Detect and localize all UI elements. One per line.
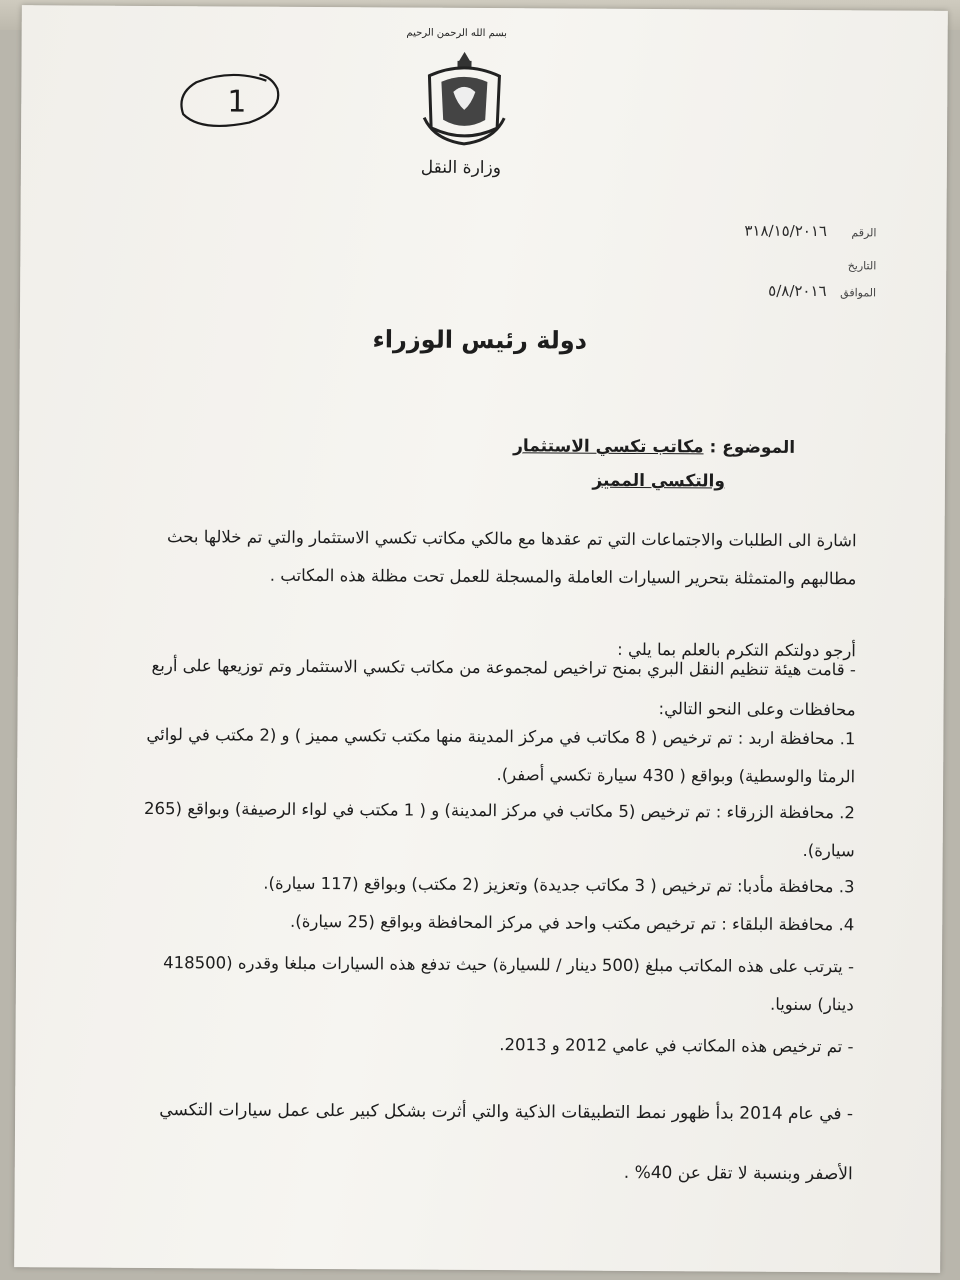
reference-corresponding-label: الموافق — [840, 286, 877, 300]
reference-corresponding-value: ٥/٨/٢٠١٦ — [768, 281, 827, 301]
subject-line-2: والتكسي المميز — [592, 470, 726, 492]
subject-label: الموضوع : — [709, 437, 796, 458]
bullet-smart-apps: - في عام 2014 بدأ ظهور نمط التطبيقات الذكية والتي أثرت بشكل كبير على عمل سيارات التكسي الأصفر وبنسبة لا تقل عن 40% . — [159, 1100, 854, 1185]
subject-line-1: مكاتب تكسي الاستثمار — [513, 436, 704, 458]
reference-number-label: الرقم — [851, 226, 877, 240]
letter-page — [14, 5, 948, 1273]
bullet-fees: - يترتب على هذه المكاتب مبلغ (500 دينار / للسيارة) حيث تدفع هذه السيارات مبلغا وقدره (418500 دينار) سنويا. — [163, 953, 855, 1015]
bullet-licensing-text: قامت هيئة تنظيم النقل البري بمنح تراخيص لمجموعة من مكاتب تكسي الاستثمار وتم توزيعها على أربع محافظات وعلى النحو التالي: — [151, 655, 856, 720]
governorate-item-3: 3. محافظة مأدبا: تم ترخيص ( 3 مكاتب جديدة) وتعزيز (2 مكتب) وبواقع (117 سيارة). — [263, 873, 855, 897]
ministry-name: وزارة النقل — [420, 157, 502, 179]
bullet-licensing: - قامت هيئة تنظيم النقل البري بمنح تراخيص لمجموعة من مكاتب تكسي الاستثمار وتم توزيعها على أربع محافظات وعلى النحو التالي: — [151, 655, 856, 720]
jordan-emblem-icon — [419, 48, 510, 149]
bullet-smart-apps-text: في عام 2014 بدأ ظهور نمط التطبيقات الذكية والتي أثرت بشكل كبير على عمل سيارات التكسي الأصفر وبنسبة لا تقل عن 40% . — [159, 1100, 853, 1185]
reference-number-row — [616, 221, 876, 241]
governorate-item-4: 4. محافظة البلقاء : تم ترخيص مكتب واحد في مركز المحافظة وبواقع (25 سيارة). — [289, 911, 855, 935]
bullet-years-text: تم ترخيص هذه المكاتب في عامي 2012 و 2013. — [499, 1035, 843, 1057]
addressee-heading: دولة رئيس الوزراء — [372, 325, 588, 355]
circled-number: 1 — [227, 84, 247, 120]
bullet-fees-text: يترتب على هذه المكاتب مبلغ (500 دينار / للسيارة) حيث تدفع هذه السيارات مبلغا وقدره (418500 دينار) سنويا. — [163, 953, 854, 1015]
reference-number-value: ٣١٨/١٥/٢٠١٦ — [744, 221, 828, 241]
bullet-years: - تم ترخيص هذه المكاتب في عامي 2012 و 2013. — [499, 1035, 854, 1057]
handwritten-circle-mark — [171, 64, 291, 135]
letterhead-basmala: بسم الله الرحمن الرحيم — [406, 27, 507, 40]
intro-paragraph: اشارة الى الطلبات والاجتماعات التي تم عقدها مع مالكي مكاتب تكسي الاستثمار والتي تم خلالها بحث مطالبهم والمتمثلة بتحرير السيارات العاملة والمسجلة للعمل تحت مظلة هذه المكاتب . — [167, 527, 857, 589]
request-line: أرجو دولتكم التكرم بالعلم بما يلي : — [617, 639, 856, 661]
governorate-item-1: 1. محافظة اربد : تم ترخيص ( 8 مكاتب في مركز المدينة منها مكتب تكسي مميز ) و (2 مكتب في لوائي الرمثا والوسطية) وبواقع ( 430 سيارة تكسي أصفر). — [146, 724, 856, 787]
reference-date-label: التاريخ — [847, 259, 877, 273]
reference-corresponding-row — [616, 281, 876, 301]
governorate-item-2: 2. محافظة الزرقاء : تم ترخيص (5 مكاتب في مركز المدينة) و ( 1 مكتب في لواء الرصيفة) وبواقع (265 سيارة). — [144, 798, 856, 861]
subject-block — [275, 435, 795, 492]
reference-date-row — [616, 254, 876, 274]
